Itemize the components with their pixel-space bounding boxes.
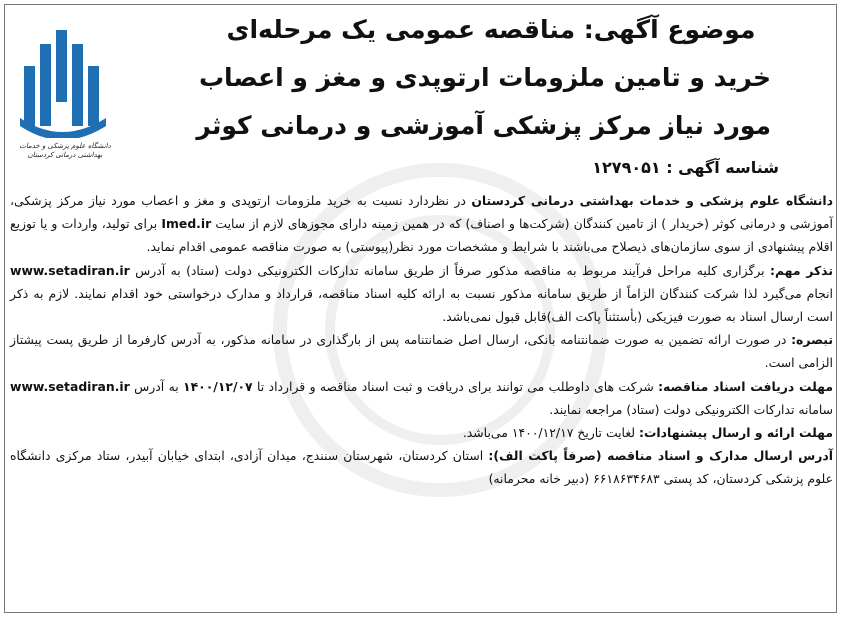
intro-paragraph — [10, 189, 833, 259]
imed-link[interactable]: Imed.ir — [161, 216, 212, 232]
address-text: استان کردستان، شهرستان سنندج، میدان آزادی، ابتدای خیابان آبیدر، ستاد مرکزی دانشگاه علوم پزشکی کردستان، کد پستی ۶۶۱۸۶۳۴۶۸۳ (دبیر خانه محرمانه) — [10, 448, 833, 487]
remark-paragraph — [10, 328, 833, 374]
intro-text-1: در نظردارد نسبت به خرید ملزومات ارتوپدی و مغز و اعصاب مورد نیاز مرکز پزشکی، آموزشی و درمانی کوثر (خریدار ) از تامین کنندگان (شرکت‌ها و اصناف) که در همین زمینه دارای مجوزهای لازم از سایت — [10, 193, 833, 232]
deadline-docs-label: مهلت دریافت اسناد مناقصه: — [658, 378, 834, 394]
setad-link[interactable]: www.setadiran.ir — [10, 262, 130, 278]
ad-id-value: ۱۲۷۹۰۵۱ — [592, 158, 661, 177]
title-line-1: موضوع آگهی: مناقصه عمومی یک مرحله‌ای — [226, 15, 756, 44]
remark-text: در صورت ارائه تضمین به صورت ضمانتنامه بانکی، ارسال اصل ضمانتنامه پس از بارگذاری در سامانه مذکور، به آدرس کارفرما از طریق پست پیشتاز الزامی است. — [10, 332, 833, 371]
ad-id-label: شناسه آگهی : — [666, 158, 779, 177]
title-line-3: مورد نیاز مرکز پزشکی آموزشی و درمانی کوثر — [196, 111, 771, 140]
logo-caption: دانشگاه علوم پزشکی و خدمات بهداشتی درمانی کردستان — [19, 142, 111, 159]
address-paragraph — [10, 444, 833, 490]
deadline-docs-text-2: به آدرس — [129, 378, 184, 394]
address-label: آدرس ارسال مدارک و اسناد مناقصه (صرفاً پاکت الف): — [488, 448, 833, 464]
title-line-2: خرید و تامین ملزومات ارتوپدی و مغز و اعصاب — [198, 63, 771, 92]
deadline-docs-paragraph — [10, 375, 833, 421]
deadline-offers-label: مهلت ارائه و ارسال پیشنهادات: — [639, 425, 833, 441]
deadline-docs-text-3: سامانه تدارکات الکترونیکی دولت (ستاد) مراجعه نمایند. — [549, 401, 833, 417]
ad-id — [439, 158, 779, 177]
note-paragraph — [10, 259, 833, 329]
remark-label: تبصره: — [791, 332, 833, 348]
setad-link-2[interactable]: www.setadiran.ir — [10, 378, 130, 394]
deadline-offers-text: لغایت تاریخ ۱۴۰۰/۱۲/۱۷ می‌باشد. — [462, 425, 640, 441]
note-text-1: برگزاری کلیه مراحل فرآیند مربوط به مناقصه مذکور صرفاً از طریق سامانه تدارکات الکترونیکی دولت (ستاد) به آدرس — [129, 262, 770, 278]
note-label: تذکر مهم: — [770, 262, 833, 278]
deadline-offers-paragraph — [10, 421, 833, 444]
org-name: دانشگاه علوم پزشکی و خدمات بهداشتی درمانی کردستان — [471, 193, 833, 208]
notice-body — [10, 189, 833, 491]
deadline-docs-date: ۱۴۰۰/۱۲/۰۷ — [183, 378, 253, 394]
note-text-2: انجام می‌گیرد لذا شرکت کنندگان الزاماً از طریق سامانه مذکور نسبت به ارائه کلیه اسناد مناقصه، قرارداد و مدارک درخواستی خود اقدام نمایند. لازم به ذکر است ارسال اسناد به صورت فیزیکی (بأستثناً پاکت الف)قابل قبول نمی‌باشد. — [10, 285, 833, 325]
intro-text-2: برای تولید، واردات و یا توزیع اقلام پیشنهادی از سوی سازمان‌های ذیصلاح می‌باشند با شرایط و مشخصات مورد نظر(پیوستی) به صورت مناقصه عمومی اقدام نماید. — [10, 216, 833, 255]
deadline-docs-text-1: شرکت های داوطلب می توانند برای دریافت و ثبت اسناد مناقصه و قرارداد تا — [252, 378, 659, 394]
